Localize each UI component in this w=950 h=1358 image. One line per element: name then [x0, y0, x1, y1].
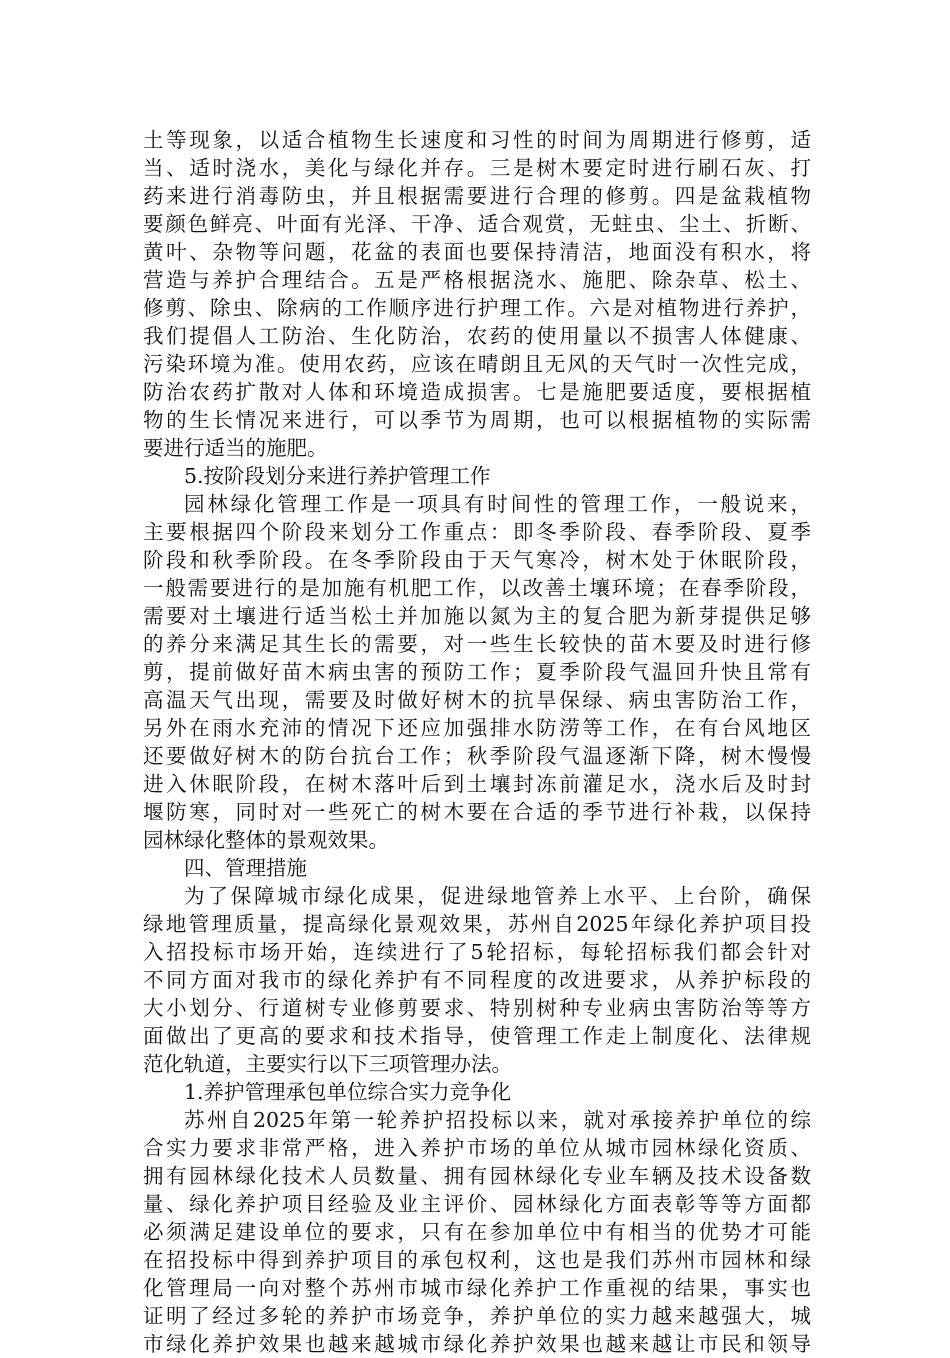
- text-line: 面做出了更高的要求和技术指导，使管理工作走上制度化、法律规: [143, 1024, 811, 1048]
- text-line: 防治农药扩散对人体和环境造成损害。七是施肥要适度，要根据植: [143, 380, 811, 404]
- body-text: [143, 126, 811, 1358]
- text-line: 进入休眠阶段，在树木落叶后到土壤封冻前灌足水，浇水后及时封: [143, 772, 811, 796]
- text-line: 阶段和秋季阶段。在冬季阶段由于天气寒冷，树木处于休眠阶段，: [143, 548, 811, 572]
- text-line: 证明了经过多轮的养护市场竞争，养护单位的实力越来越强大，城: [143, 1304, 811, 1328]
- section-heading: 四、管理措施: [184, 856, 307, 880]
- text-line: 要颜色鲜亮、叶面有光泽、干净、适合观赏，无蛀虫、尘土、折断、: [143, 212, 811, 236]
- text-line: 还要做好树木的防台抗台工作；秋季阶段气温逐渐下降，树木慢慢: [143, 744, 811, 768]
- text-line: 在招投标中得到养护项目的承包权利，这也是我们苏州市园林和绿: [143, 1248, 811, 1272]
- text-line: 堰防寒，同时对一些死亡的树木要在合适的季节进行补栽，以保持: [143, 800, 811, 824]
- text-line: 范化轨道，主要实行以下三项管理办法。: [143, 1052, 512, 1076]
- text-line: 为了保障城市绿化成果，促进绿地管养上水平、上台阶，确保: [184, 884, 811, 908]
- text-line: 物的生长情况来进行，可以季节为周期，也可以根据植物的实际需: [143, 408, 811, 432]
- text-line: 修剪、除虫、除病的工作顺序进行护理工作。六是对植物进行养护，: [143, 296, 811, 320]
- text-line: 化管理局一向对整个苏州市城市绿化养护工作重视的结果，事实也: [143, 1276, 811, 1300]
- text-line: 入招投标市场开始，连续进行了5轮招标，每轮招标我们都会针对: [143, 940, 811, 964]
- text-line: 需要对土壤进行适当松土并加施以氮为主的复合肥为新芽提供足够: [143, 604, 811, 628]
- text-line: 药来进行消毒防虫，并且根据需要进行合理的修剪。四是盆栽植物: [143, 184, 811, 208]
- text-line: 必须满足建设单位的要求，只有在参加单位中有相当的优势才可能: [143, 1220, 811, 1244]
- text-line: 拥有园林绿化技术人员数量、拥有园林绿化专业车辆及技术设备数: [143, 1164, 811, 1188]
- text-line: 污染环境为准。使用农药，应该在晴朗且无风的天气时一次性完成，: [143, 352, 811, 376]
- text-line: 当、适时浇水，美化与绿化并存。三是树木要定时进行刷石灰、打: [143, 156, 811, 180]
- text-line: 另外在雨水充沛的情况下还应加强排水防涝等工作，在有台风地区: [143, 716, 811, 740]
- text-line: 绿地管理质量，提高绿化景观效果，苏州自2025年绿化养护项目投: [143, 912, 811, 936]
- text-line: 的养分来满足其生长的需要，对一些生长较快的苗木要及时进行修: [143, 632, 811, 656]
- section-heading: 1.养护管理承包单位综合实力竞争化: [184, 1080, 512, 1104]
- text-line: 营造与养护合理结合。五是严格根据浇水、施肥、除杂草、松土、: [143, 268, 811, 292]
- text-line: 要进行适当的施肥。: [143, 436, 328, 460]
- text-line: 园林绿化整体的景观效果。: [143, 828, 389, 852]
- text-line: 园林绿化管理工作是一项具有时间性的管理工作，一般说来，: [184, 492, 811, 516]
- text-line: 主要根据四个阶段来划分工作重点：即冬季阶段、春季阶段、夏季: [143, 520, 811, 544]
- text-line: 市绿化养护效果也越来越城市绿化养护效果也越来越让市民和领导: [143, 1332, 811, 1356]
- text-line: 量、绿化养护项目经验及业主评价、园林绿化方面表彰等等方面都: [143, 1192, 811, 1216]
- text-line: 我们提倡人工防治、生化防治，农药的使用量以不损害人体健康、: [143, 324, 811, 348]
- text-line: 高温天气出现，需要及时做好树木的抗旱保绿、病虫害防治工作，: [143, 688, 811, 712]
- text-line: 黄叶、杂物等问题，花盆的表面也要保持清洁，地面没有积水，将: [143, 240, 811, 264]
- text-line: 不同方面对我市的绿化养护有不同程度的改进要求，从养护标段的: [143, 968, 811, 992]
- text-line: 苏州自2025年第一轮养护招投标以来，就对承接养护单位的综: [184, 1108, 811, 1132]
- text-line: 合实力要求非常严格，进入养护市场的单位从城市园林绿化资质、: [143, 1136, 811, 1160]
- text-line: 土等现象，以适合植物生长速度和习性的时间为周期进行修剪，适: [143, 128, 811, 152]
- section-heading: 5.按阶段划分来进行养护管理工作: [184, 464, 491, 488]
- text-line: 大小划分、行道树专业修剪要求、特别树种专业病虫害防治等等方: [143, 996, 811, 1020]
- text-line: 剪，提前做好苗木病虫害的预防工作；夏季阶段气温回升快且常有: [143, 660, 811, 684]
- text-line: 一般需要进行的是加施有机肥工作，以改善土壤环境；在春季阶段，: [143, 576, 811, 600]
